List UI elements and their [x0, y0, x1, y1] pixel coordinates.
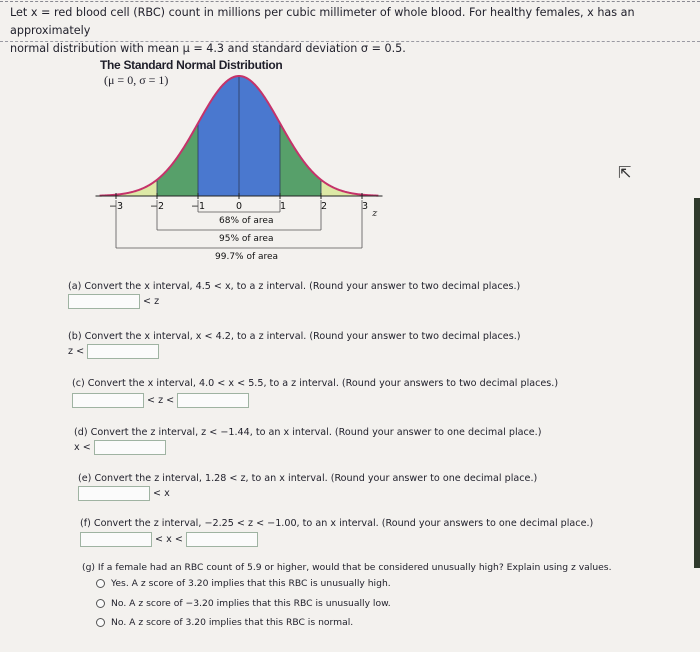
answer-a-input[interactable] — [68, 294, 140, 309]
answer-c-middle: < z < — [147, 395, 175, 406]
question-d-answer-row — [74, 440, 166, 455]
z-tick-label-5: 2 — [321, 201, 328, 212]
answer-b-input[interactable] — [87, 344, 159, 359]
answer-d-prefix: x < — [74, 442, 91, 453]
question-a-prompt: (a) Convert the x interval, 4.5 < x, to a z interval. (Round your answer to two decimal places.) — [68, 281, 521, 292]
answer-e-input[interactable] — [78, 486, 150, 501]
question-c-prompt: (c) Convert the x interval, 4.0 < x < 5.5, to a z interval. (Round your answers to two decimal places.) — [72, 378, 559, 389]
mouse-pointer-icon: ⇱ — [618, 163, 632, 182]
answer-c-lower-input[interactable] — [72, 393, 144, 408]
intro-line-1: Let x = red blood cell (RBC) count in millions per cubic millimeter of whole blood. For healthy females, x has an approximately — [10, 6, 635, 37]
z-tick-label-2: −1 — [191, 201, 206, 212]
option-g-1[interactable] — [96, 578, 391, 589]
question-f-prompt: (f) Convert the z interval, −2.25 < z < −1.00, to an x interval. (Round your answers to one decimal place.) — [80, 518, 594, 529]
option-g-1-label: Yes. A z score of 3.20 implies that this RBC is unusually high. — [111, 578, 391, 589]
z-axis-label: z — [372, 208, 378, 219]
window-edge — [694, 198, 700, 568]
answer-a-suffix: < z — [143, 296, 160, 307]
z-tick-label-6: 3 — [362, 201, 369, 212]
z-tick-label-0: −3 — [109, 201, 124, 212]
answer-f-middle: < x < — [155, 534, 183, 545]
option-g-2-label: No. A z score of −3.20 implies that this RBC is unusually low. — [111, 598, 391, 609]
area-label-0: 68% of area — [219, 216, 274, 226]
answer-c-upper-input[interactable] — [177, 393, 249, 408]
answer-e-suffix: < x — [153, 488, 170, 499]
radio-option-3[interactable] — [96, 618, 105, 627]
answer-f-upper-input[interactable] — [186, 532, 258, 547]
intro-line-2: normal distribution with mean μ = 4.3 and standard deviation σ = 0.5. — [10, 42, 406, 55]
radio-option-2[interactable] — [96, 599, 105, 608]
figure-params: (μ = 0, σ = 1) — [104, 73, 169, 87]
radio-option-1[interactable] — [96, 579, 105, 588]
answer-f-lower-input[interactable] — [80, 532, 152, 547]
question-b-answer-row — [68, 344, 159, 359]
question-c-answer-row — [72, 393, 249, 408]
question-e-answer-row — [78, 486, 170, 501]
figure-title: The Standard Normal Distribution — [100, 58, 283, 72]
z-tick-label-4: 1 — [280, 201, 287, 212]
area-label-2: 99.7% of area — [215, 252, 279, 262]
area-label-1: 95% of area — [219, 234, 274, 244]
option-g-3-label: No. A z score of 3.20 implies that this RBC is normal. — [111, 617, 354, 628]
question-f-answer-row — [80, 532, 258, 547]
answer-b-prefix: z < — [68, 346, 85, 357]
question-b-prompt: (b) Convert the x interval, x < 4.2, to a z interval. (Round your answer to two decimal places.) — [68, 331, 521, 342]
question-g-prompt: (g) If a female had an RBC count of 5.9 or higher, would that be considered unusually high? Explain using z values. — [82, 562, 612, 573]
question-a-answer-row — [68, 294, 159, 309]
option-g-3[interactable] — [96, 617, 353, 628]
z-tick-label-1: −2 — [150, 201, 165, 212]
question-e-prompt: (e) Convert the z interval, 1.28 < z, to an x interval. (Round your answer to one decimal place.) — [78, 473, 538, 484]
option-g-2[interactable] — [96, 598, 391, 609]
answer-d-input[interactable] — [94, 440, 166, 455]
z-tick-label-3: 0 — [236, 201, 243, 212]
question-d-prompt: (d) Convert the z interval, z < −1.44, to an x interval. (Round your answer to one decimal place.) — [74, 427, 542, 438]
